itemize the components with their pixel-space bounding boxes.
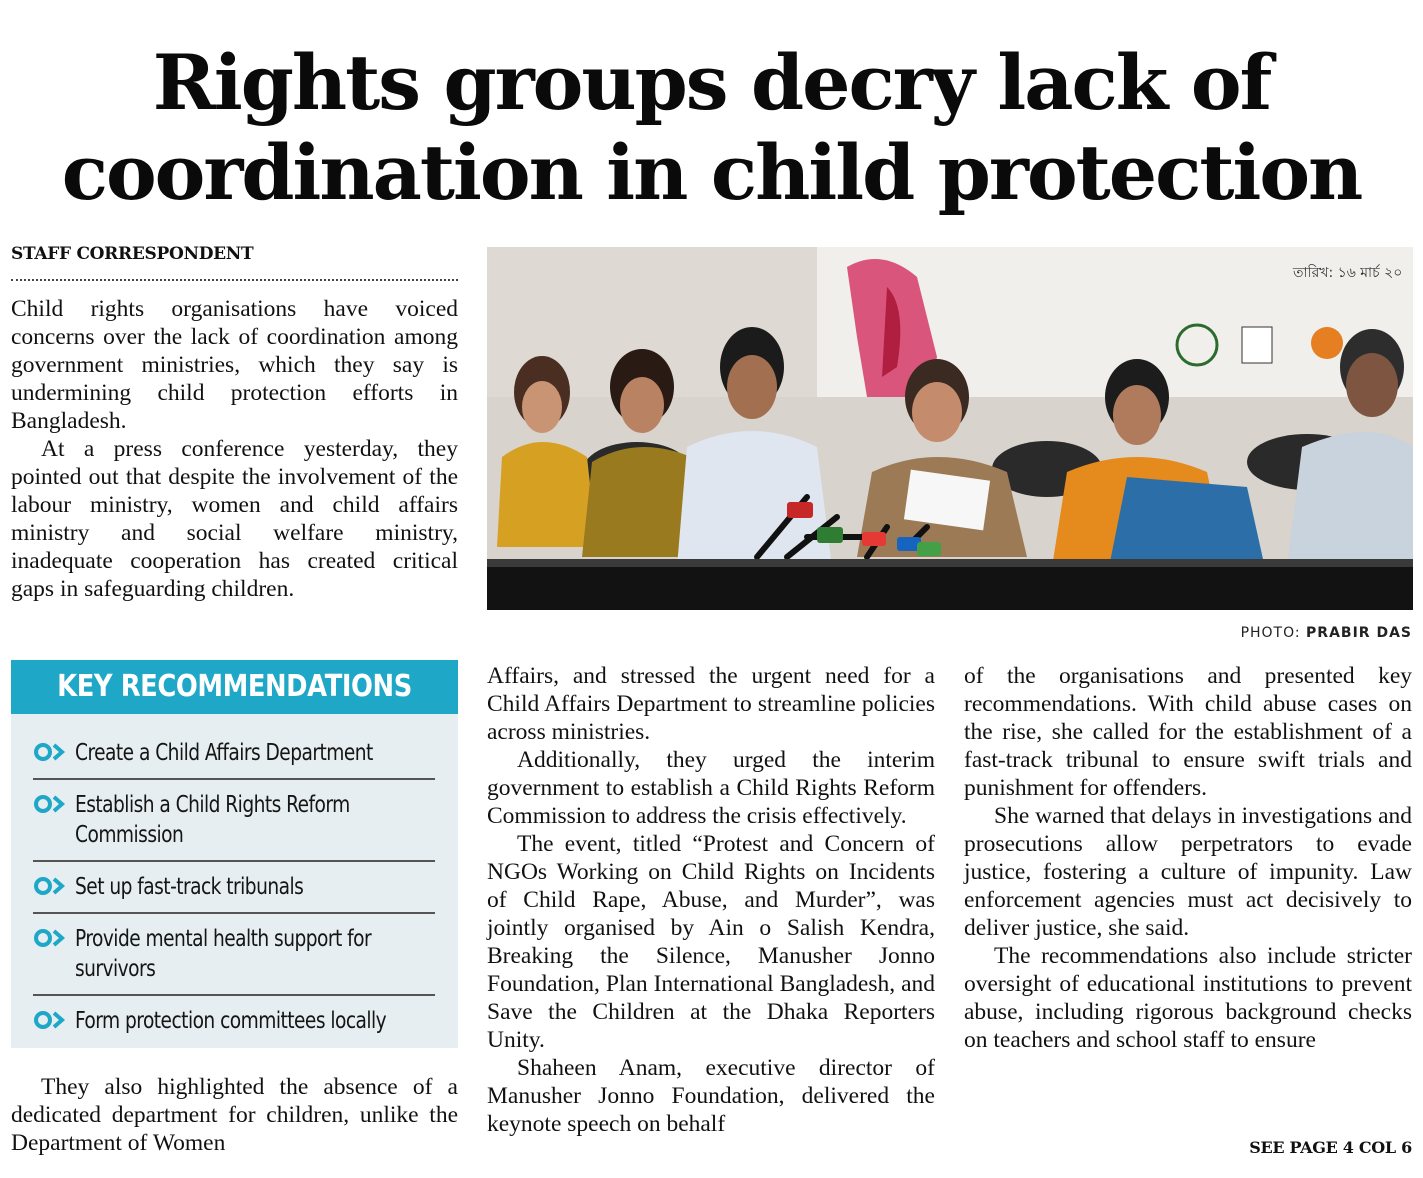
paragraph: At a press conference yesterday, they pointed out that despite the involvement of the labour ministry, women and child affairs ministry and social welfare ministry, inadequate cooperation has created critical gaps in safeguarding children.	[11, 436, 458, 602]
headline-line-1: Rights groups decry lack of	[152, 38, 1271, 127]
key-recommendations-box	[11, 660, 458, 1048]
list-item	[33, 862, 435, 914]
list-item	[33, 728, 435, 780]
chevron-circle-icon	[33, 742, 67, 762]
paragraph: Affairs, and stressed the urgent need for a Child Affairs Department to streamline policies across ministries.	[487, 663, 935, 745]
paragraph: of the organisations and presented key recommendations. With child abuse cases on the rise, she called for the establishment of a fast-track tribunal to ensure swift trials and punishment for offenders.	[964, 663, 1412, 801]
photo-credit	[1241, 625, 1412, 641]
article-column-1-continued	[11, 1073, 458, 1157]
key-recommendations-title: KEY RECOMMENDATIONS	[42, 660, 426, 714]
photo-credit-name: PRABIR DAS	[1306, 625, 1412, 641]
recommendations-list	[11, 714, 458, 1046]
list-item	[33, 996, 435, 1046]
headline	[0, 38, 1423, 218]
paragraph: Additionally, they urged the interim government to establish a Child Rights Reform Commission to address the crisis effectively.	[487, 747, 935, 829]
list-item-label: Provide mental health support for survivors	[75, 926, 372, 982]
chevron-circle-icon	[33, 928, 67, 948]
byline-divider	[11, 279, 458, 281]
article-column-2	[487, 662, 935, 1138]
photo-illustration	[487, 247, 1413, 610]
byline: STAFF CORRESPONDENT	[11, 244, 254, 264]
headline-line-2: coordination in child protection	[61, 128, 1362, 217]
list-item-label: Create a Child Affairs Department	[75, 740, 373, 766]
article-column-1	[11, 295, 458, 603]
paragraph: She warned that delays in investigations and prosecutions allow perpetrators to evade justice, fostering a culture of impunity. Law enforcement agencies must act decisively to deliver justice, she said.	[964, 803, 1412, 941]
list-item-label: Establish a Child Rights Reform Commission	[75, 792, 350, 848]
chevron-circle-icon	[33, 876, 67, 896]
continuation-jump: SEE PAGE 4 COL 6	[1249, 1138, 1412, 1157]
article-column-3	[964, 662, 1412, 1054]
key-recommendations-header	[11, 660, 458, 714]
chevron-circle-icon	[33, 794, 67, 814]
paragraph: Shaheen Anam, executive director of Manusher Jonno Foundation, delivered the keynote speech on behalf	[487, 1055, 935, 1137]
press-conference-photo	[487, 247, 1413, 610]
paragraph: They also highlighted the absence of a dedicated department for children, unlike the Department of Women	[11, 1074, 458, 1156]
photo-credit-label: PHOTO:	[1240, 625, 1301, 641]
banner-text: তারিখ: ১৬ মার্চ ২০	[1293, 265, 1403, 281]
paragraph: Child rights organisations have voiced concerns over the lack of coordination among government ministries, which they say is undermining child protection efforts in Bangladesh.	[11, 296, 458, 434]
paragraph: The recommendations also include stricter oversight of educational institutions to prevent abuse, including rigorous background checks on teachers and school staff to ensure	[964, 943, 1412, 1053]
list-item	[33, 780, 435, 862]
list-item-label: Set up fast-track tribunals	[75, 874, 304, 900]
list-item	[33, 914, 435, 996]
paragraph: The event, titled “Protest and Concern of NGOs Working on Child Rights on Incidents of Child Rape, Abuse, and Murder”, was jointly organised by Ain o Salish Kendra, Breaking the Silence, Manusher Jonno Foundation, Plan International Bangladesh, and Save the Children at the Dhaka Reporters Unity.	[487, 831, 935, 1053]
chevron-circle-icon	[33, 1010, 67, 1030]
list-item-label: Form protection committees locally	[75, 1008, 387, 1034]
